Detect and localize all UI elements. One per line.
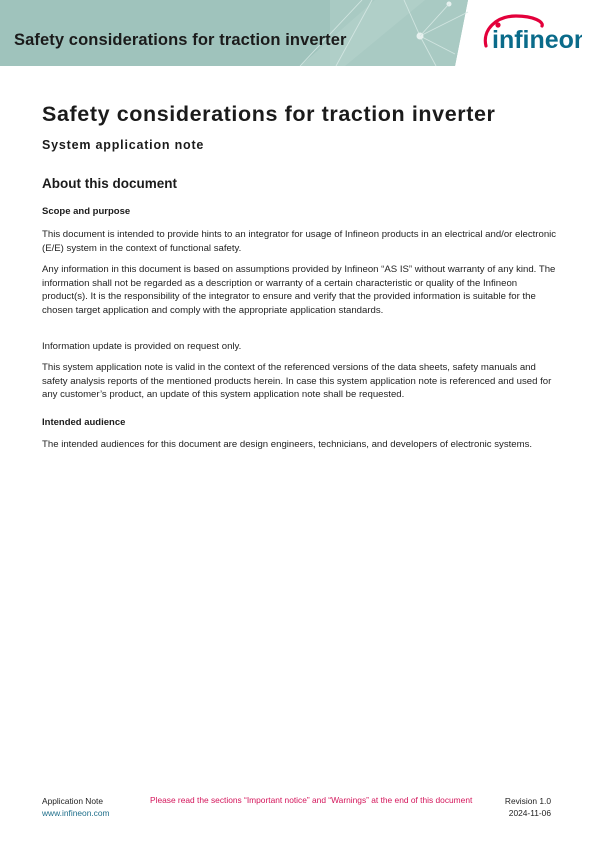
page-subtitle: System application note	[42, 138, 205, 152]
footer-doc-type: Application Note	[42, 796, 103, 806]
scope-paragraph-2: Any information in this document is based on assumptions provided by Infineon “AS IS” without warranty of any kind. The information shall not be regarded as a description or warranty of a certain characteristic or quality of the Infineon product(s). It is the responsibility of the integrator to ensure and verify that the provided information is suitable for the chosen target application and comply with the appropriate application standards.	[42, 264, 556, 316]
footer-date: 2024-11-06	[508, 808, 551, 818]
footer-left	[42, 795, 110, 819]
logo-icon	[478, 12, 582, 58]
scope-paragraph-1: This document is intended to provide hints to an integrator for usage of Infineon products in an electrical and/or electronic (E/E) system in the context of functional safety.	[42, 229, 557, 254]
page-title: Safety considerations for traction inverter	[42, 102, 496, 126]
footer-right	[505, 795, 551, 819]
footer-website-link[interactable]: www.infineon.com	[42, 808, 110, 818]
audience-heading: Intended audience	[42, 417, 126, 428]
scope-paragraph-3: Information update is provided on request only.	[42, 341, 242, 352]
audience-paragraph: The intended audiences for this document are design engineers, technicians, and developers of electronic systems.	[42, 439, 533, 450]
footer-notice: Please read the sections “Important notice” and “Warnings” at the end of this document	[150, 795, 473, 805]
infineon-logo	[478, 12, 582, 58]
about-heading: About this document	[42, 176, 177, 191]
scope-heading: Scope and purpose	[42, 206, 131, 217]
footer-revision: Revision 1.0	[504, 796, 551, 806]
banner-title: Safety considerations for traction inverter	[14, 31, 347, 49]
logo-text: infineon	[492, 26, 582, 54]
scope-paragraph-4: This system application note is valid in the context of the referenced versions of the data sheets, safety manuals and safety analysis reports of the mentioned products herein. In case this system application note is referenced and used for any customer’s product, an update of this system application note shall be requested.	[42, 362, 552, 401]
